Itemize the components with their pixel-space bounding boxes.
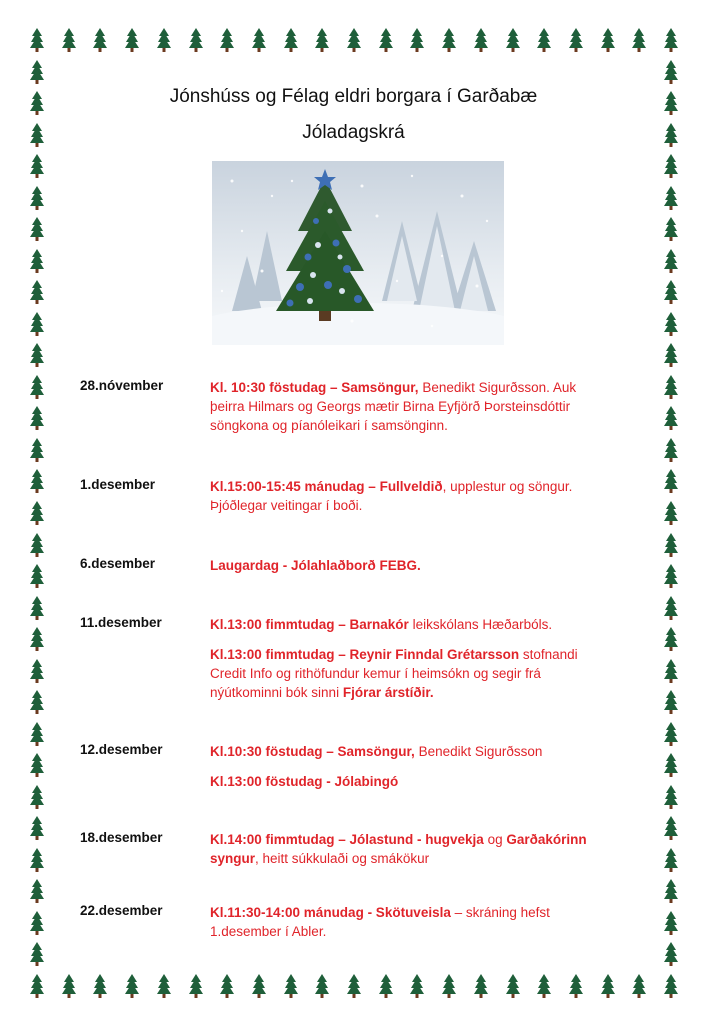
pine-tree-icon [30,911,44,935]
pine-tree-icon [315,974,329,998]
pine-tree-icon [664,816,678,840]
event-text: – skráning hefst [450,905,550,920]
pine-tree-icon [601,28,615,52]
pine-tree-icon [30,280,44,304]
pine-tree-icon [664,785,678,809]
pine-tree-icon [157,28,171,52]
event-text: Benedikt Sigurðsson [414,744,543,759]
pine-tree-icon [664,438,678,462]
pine-tree-icon [30,722,44,746]
pine-tree-icon [30,879,44,903]
pine-tree-icon [664,627,678,651]
pine-tree-icon [506,28,520,52]
pine-tree-icon [664,879,678,903]
pine-tree-icon [30,249,44,273]
pine-tree-icon [474,28,488,52]
pine-tree-icon [664,533,678,557]
pine-tree-icon [664,60,678,84]
event-highlight: Kl.13:00 fimmtudag – Reynir Finndal Grétarsson [210,647,520,662]
event-date: 1.desember [80,477,156,492]
pine-tree-icon [664,753,678,777]
event-text: 1.desember í Abler. [210,924,327,939]
pine-tree-icon [93,28,107,52]
event-description [210,477,630,515]
pine-tree-icon [347,974,361,998]
event-highlight: Kl.11:30-14:00 mánudag - Skötuveisla [210,905,451,920]
pine-tree-icon [664,722,678,746]
pine-tree-icon [506,974,520,998]
event-highlight: Laugardag - Jólahlaðborð FEBG. [210,558,421,573]
pine-tree-icon [30,816,44,840]
event-highlight: Kl.15:00-15:45 mánudag – Fullveldið [210,479,443,494]
pine-tree-icon [220,974,234,998]
pine-tree-icon [537,28,551,52]
pine-tree-icon [632,28,646,52]
pine-tree-icon [30,533,44,557]
event-highlight: Kl.13:00 föstudag - Jólabingó [210,774,399,789]
pine-tree-icon [252,974,266,998]
pine-tree-icon [284,974,298,998]
pine-tree-icon [30,406,44,430]
event-date: 6.desember [80,556,156,571]
event-date: 22.desember [80,903,163,918]
pine-tree-icon [30,469,44,493]
event-description [210,615,630,634]
pine-tree-icon [252,28,266,52]
pine-tree-icon [30,438,44,462]
pine-tree-icon [664,343,678,367]
pine-tree-icon [442,28,456,52]
pine-tree-icon [30,343,44,367]
event-date: 28.nóvember [80,378,164,393]
pine-tree-icon [664,28,678,52]
pine-tree-icon [125,974,139,998]
pine-tree-icon [664,974,678,998]
event-date: 18.desember [80,830,163,845]
pine-tree-icon [189,974,203,998]
event-highlight: Kl. 10:30 föstudag – Samsöngur, [210,380,419,395]
pine-tree-icon [664,564,678,588]
pine-tree-icon [474,974,488,998]
pine-tree-icon [664,217,678,241]
event-description [210,772,630,791]
pine-tree-icon [569,28,583,52]
pine-tree-icon [664,911,678,935]
event-text: söngkona og píanóleikari í samsönginn. [210,418,448,433]
pine-tree-icon [220,28,234,52]
pine-tree-icon [30,627,44,651]
pine-tree-icon [30,217,44,241]
pine-tree-icon [30,848,44,872]
pine-tree-icon [632,974,646,998]
pine-tree-icon [664,942,678,966]
event-description [210,830,630,868]
event-text: Credit Info og rithöfundur kemur í heimsókn og segir frá [210,666,541,681]
pine-tree-icon [664,848,678,872]
pine-tree-icon [664,501,678,525]
pine-tree-icon [62,28,76,52]
pine-tree-icon [664,596,678,620]
pine-tree-icon [601,974,615,998]
pine-tree-icon [410,974,424,998]
event-description [210,742,630,761]
event-date: 12.desember [80,742,163,757]
pine-tree-icon [379,28,393,52]
event-highlight: syngur [210,851,256,866]
page-subtitle: Jóladagskrá [302,122,405,143]
pine-tree-icon [30,501,44,525]
page-title: Jónshúss og Félag eldri borgara í Garðabæ [169,86,538,107]
pine-tree-icon [664,690,678,714]
pine-tree-icon [30,564,44,588]
christmas-tree-picture [212,161,504,345]
event-description [210,556,630,575]
pine-tree-icon [30,375,44,399]
pine-tree-icon [30,659,44,683]
event-text: Benedikt Sigurðsson. Auk [418,380,577,395]
pine-tree-icon [125,28,139,52]
event-highlight: Fjórar árstíðir. [342,685,434,700]
snowy-christmas-tree-icon [212,161,504,345]
pine-tree-icon [30,974,44,998]
event-date: 11.desember [80,615,162,630]
pine-tree-icon [30,154,44,178]
event-text: leikskólans Hæðarbóls. [408,617,553,632]
pine-tree-icon [30,596,44,620]
event-text: stofnandi [519,647,578,662]
pine-tree-icon [664,312,678,336]
pine-tree-icon [664,375,678,399]
pine-tree-icon [664,659,678,683]
pine-tree-icon [664,469,678,493]
event-highlight: Garðakórinn [506,832,587,847]
pine-tree-icon [30,690,44,714]
event-description [210,378,630,435]
pine-tree-icon [30,186,44,210]
pine-tree-icon [315,28,329,52]
pine-tree-icon [664,406,678,430]
pine-tree-icon [442,974,456,998]
pine-tree-icon [569,974,583,998]
pine-tree-icon [284,28,298,52]
pine-tree-icon [664,186,678,210]
pine-tree-icon [62,974,76,998]
event-highlight: Kl.13:00 fimmtudag – Barnakór [210,617,409,632]
pine-tree-icon [30,60,44,84]
pine-tree-icon [537,974,551,998]
event-description [210,903,630,941]
pine-tree-icon [664,280,678,304]
event-text: Þjóðlegar veitingar í boði. [210,498,363,513]
pine-tree-icon [664,249,678,273]
event-highlight: Kl.14:00 fimmtudag – Jólastund - hugvekja [210,832,484,847]
event-description [210,645,630,702]
pine-tree-icon [379,974,393,998]
pine-tree-icon [410,28,424,52]
event-text: og [483,832,507,847]
event-text: , upplestur og söngur. [442,479,573,494]
event-text: þeirra Hilmars og Georgs mætir Birna Eyfjörð Þorsteinsdóttir [210,399,571,414]
pine-tree-icon [30,28,44,52]
pine-tree-icon [30,753,44,777]
event-text: nýútkominni bók sinni [210,685,343,700]
pine-tree-icon [30,785,44,809]
event-text: , heitt súkkulaði og smákökur [255,851,430,866]
pine-tree-icon [189,28,203,52]
pine-tree-icon [347,28,361,52]
pine-tree-icon [157,974,171,998]
event-highlight: Kl.10:30 föstudag – Samsöngur, [210,744,415,759]
pine-tree-icon [664,154,678,178]
pine-tree-icon [93,974,107,998]
pine-tree-icon [30,312,44,336]
pine-tree-icon [30,942,44,966]
